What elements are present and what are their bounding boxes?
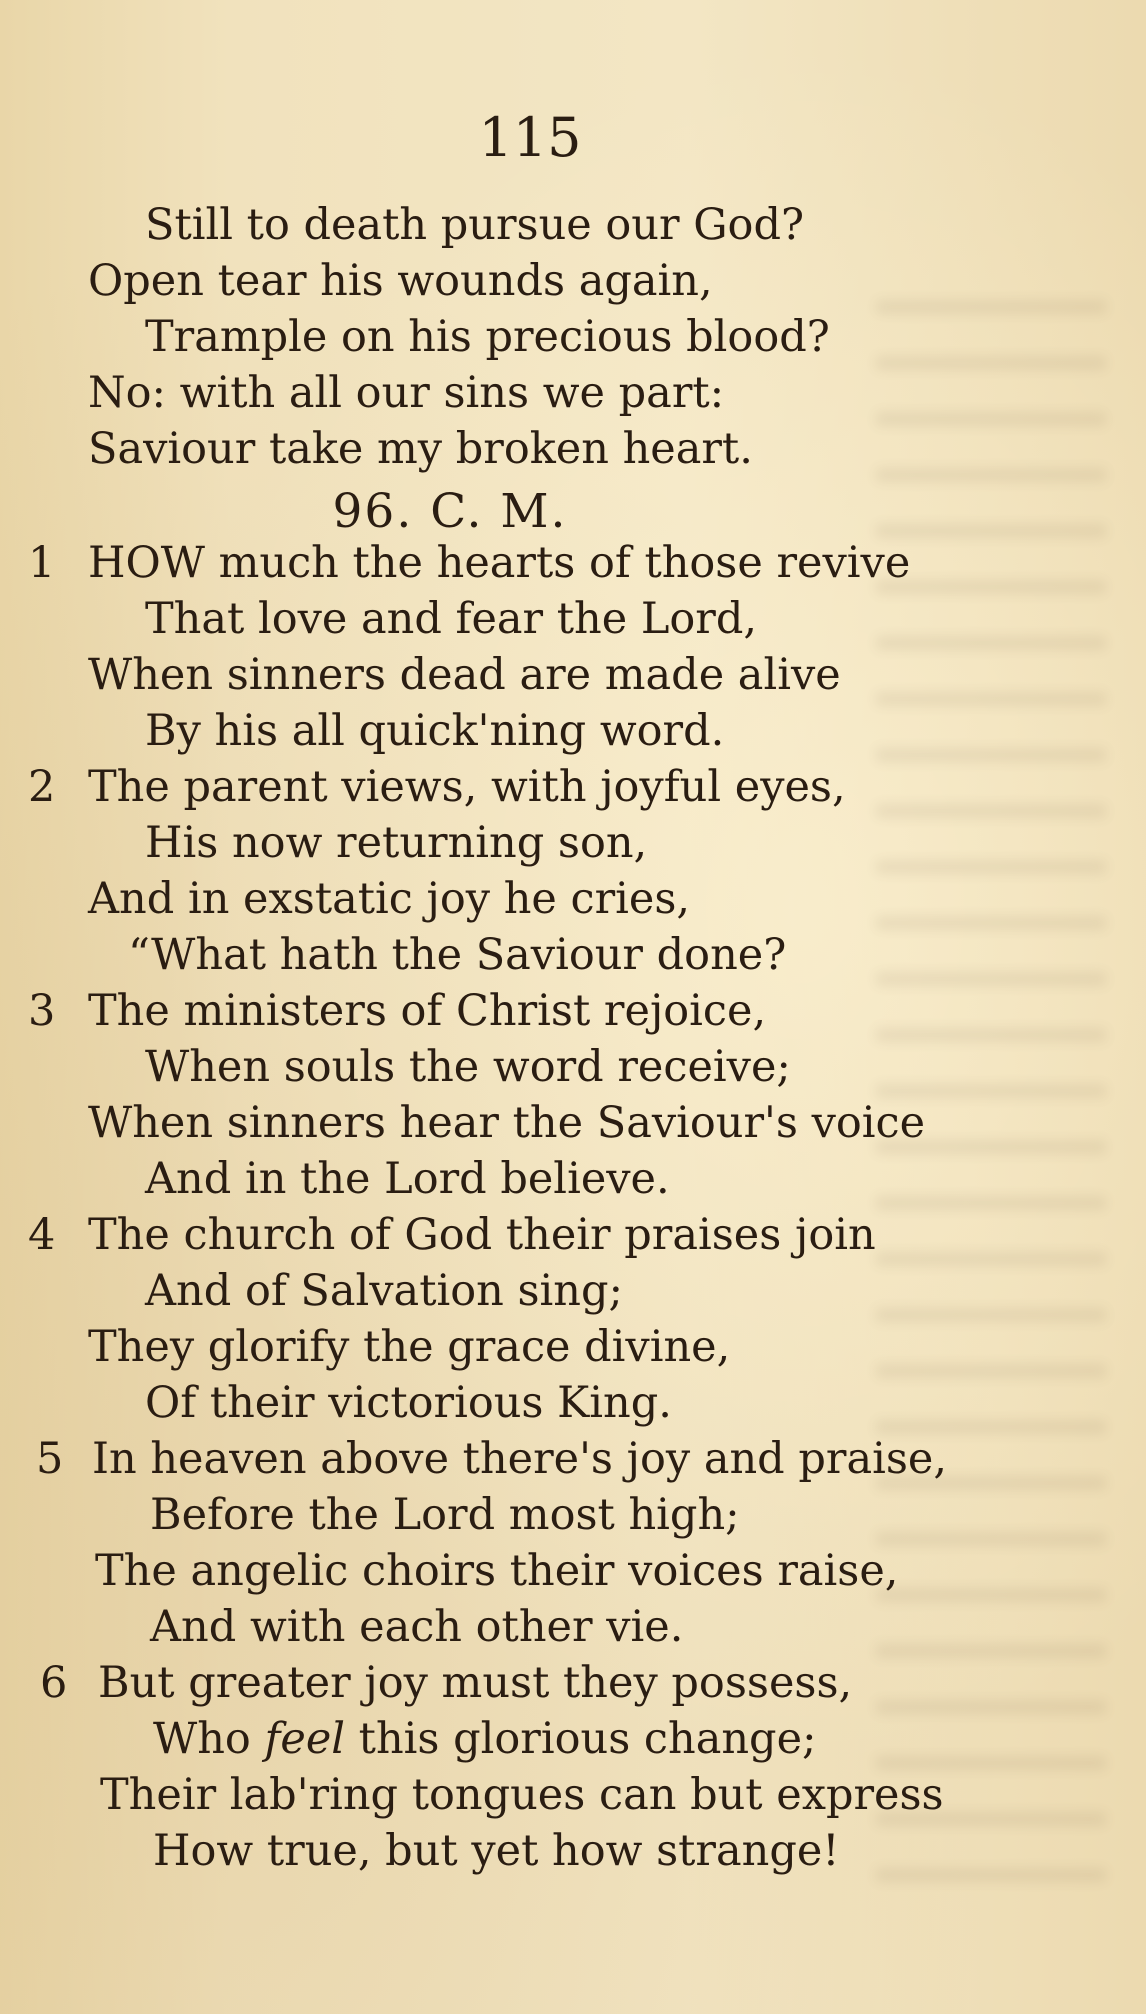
- continuation-line: Open tear his wounds again,: [88, 256, 713, 306]
- verse-line: They glorify the grace divine,: [88, 1322, 731, 1372]
- verse-line: The parent views, with joyful eyes,: [88, 762, 846, 812]
- verse-line: And of Salvation sing;: [145, 1266, 623, 1316]
- verse-number: 1: [28, 538, 56, 588]
- continuation-line: Saviour take my broken heart.: [88, 424, 753, 474]
- verse-line: His now returning son,: [145, 818, 648, 868]
- verse-line: When sinners hear the Saviour's voice: [88, 1098, 926, 1148]
- verse-line: The ministers of Christ rejoice,: [88, 986, 767, 1036]
- verse-line: Before the Lord most high;: [150, 1490, 740, 1540]
- verse-text: Who: [153, 1714, 265, 1764]
- verse-number: 4: [28, 1210, 56, 1260]
- verse-line: That love and fear the Lord,: [145, 594, 758, 644]
- verse-line: In heaven above there's joy and praise,: [92, 1434, 948, 1484]
- verse-line: And in exstatic joy he cries,: [88, 874, 691, 924]
- verse-line: Their lab'ring tongues can but express: [100, 1770, 944, 1820]
- verse-line: “What hath the Saviour done?: [128, 930, 787, 980]
- verse-number: 5: [36, 1434, 64, 1484]
- italic-word: feel: [264, 1714, 346, 1764]
- verse-number: 2: [28, 762, 56, 812]
- verse-line: HOW much the hearts of those revive: [88, 538, 911, 588]
- verse-line: And in the Lord believe.: [145, 1154, 670, 1204]
- verse-number: 6: [40, 1658, 68, 1708]
- verse-line: How true, but yet how strange!: [153, 1826, 840, 1876]
- verse-line: But greater joy must they possess,: [98, 1658, 853, 1708]
- verse-line: [153, 1714, 817, 1764]
- page-number: 115: [478, 106, 582, 169]
- continuation-line: Still to death pursue our God?: [145, 200, 805, 250]
- verse-line: The angelic choirs their voices raise,: [95, 1546, 899, 1596]
- verse-line: And with each other vie.: [150, 1602, 684, 1652]
- continuation-line: No: with all our sins we part:: [88, 368, 725, 418]
- hymn-heading: 96. C. M.: [332, 484, 568, 539]
- verse-line: When sinners dead are made alive: [88, 650, 841, 700]
- verse-number: 3: [28, 986, 56, 1036]
- continuation-line: Trample on his precious blood?: [145, 312, 830, 362]
- verse-line: Of their victorious King.: [145, 1378, 672, 1428]
- verse-line: The church of God their praises join: [88, 1210, 876, 1260]
- verse-line: When souls the word receive;: [145, 1042, 791, 1092]
- verse-line: By his all quick'ning word.: [145, 706, 725, 756]
- verse-text: this glorious change;: [345, 1714, 817, 1764]
